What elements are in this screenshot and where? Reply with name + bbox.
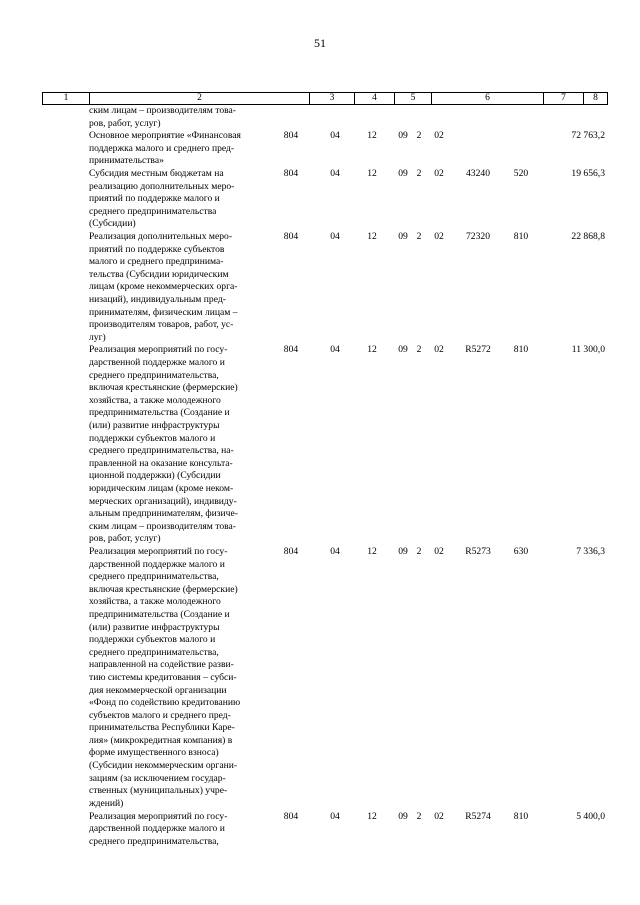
expense-type-code: 810 [513,344,529,356]
subprogram-code: 2 [416,344,422,356]
header-col-3: 3 [329,93,335,103]
subsection-code: 12 [367,167,377,179]
description-line: включая крестьянские (фермерские) [89,382,238,394]
description-line: производителям товаров, работ, ус- [89,319,234,331]
description-line: Реализация мероприятий по госу- [89,344,228,356]
description-line: предпринимательства (Создание и [89,407,230,419]
activity-code: 02 [434,130,444,142]
description-line: хозяйства, а также молодежного [89,596,221,608]
section-code: 04 [330,130,340,142]
description-line: принимателям, физическим лицам – [89,306,238,318]
activity-code: 02 [434,230,444,242]
description-line: лия» (микрокредитная компания) в [89,734,233,746]
expense-type-code: 810 [513,230,529,242]
program-code: 09 [398,344,408,356]
row-description [89,105,267,130]
description-line: (Субсидии) [89,218,136,230]
description-line: Реализация мероприятий по госу- [89,545,228,557]
program-code: 09 [398,130,408,142]
description-line: поддержка малого и среднего пред- [89,142,235,154]
description-line: приятий по поддержке малого и [89,193,220,205]
description-line: поддержки субъектов малого и [89,432,216,444]
header-col-8: 8 [593,93,598,103]
section-code: 04 [330,230,340,242]
table-row [0,105,640,130]
description-line: ским лицам – производителям това- [89,105,236,116]
direction-code: R5273 [465,545,491,557]
section-code: 04 [330,545,340,557]
amount: 72 763,2 [571,130,605,142]
amount: 19 656,3 [571,167,605,179]
row-description [89,168,267,231]
header-col-5: 5 [410,93,416,103]
expense-type-code: 810 [513,810,529,822]
description-line: (или) развитие инфраструктуры [89,621,220,633]
description-line: Реализация мероприятий по госу- [89,810,228,822]
description-line: ским лицам – производителям това- [89,520,236,532]
description-line: среднего предпринимательства, [89,571,219,583]
section-code: 04 [330,167,340,179]
direction-code: R5272 [465,344,491,356]
description-line: Реализация дополнительных меро- [89,230,233,242]
description-line: среднего предпринимательства [89,205,217,217]
program-code: 09 [398,230,408,242]
header-col-2: 2 [197,93,202,103]
description-line: тию системы кредитования – субси- [89,671,237,683]
description-line: дарственной поддержке малого и [89,356,225,368]
description-line: ственных (муниципальных) учре- [89,785,228,797]
description-line: хозяйства, а также молодежного [89,394,221,406]
activity-code: 02 [434,545,444,557]
row-description [89,546,267,810]
table-row [0,344,640,546]
table-body [0,105,640,848]
header-col-4: 4 [372,93,377,103]
amount: 22 868,8 [571,230,605,242]
subsection-code: 12 [367,810,377,822]
ministry-code: 804 [283,230,299,242]
description-line: ров, работ, услуг) [89,117,161,129]
table-row [0,546,640,811]
table-header [42,92,608,105]
row-description [89,130,267,168]
header-col-1: 1 [63,93,69,103]
description-line: субъектов малого и среднего пред- [89,709,231,721]
subsection-code: 12 [367,130,377,142]
header-col-6: 6 [485,93,490,103]
description-line: среднего предпринимательства, на- [89,445,234,457]
subprogram-code: 2 [416,545,422,557]
page-number: 51 [314,36,326,50]
amount: 5 400,0 [576,810,605,822]
direction-code: R5274 [465,810,491,822]
table-row [0,811,640,849]
activity-code: 02 [434,167,444,179]
section-code: 04 [330,810,340,822]
amount: 7 336,3 [576,545,605,557]
description-line: приятий по поддержке субъектов [89,243,225,255]
description-line: мерческих организаций), индивиду- [89,495,237,507]
description-line: тельства (Субсидии юридическим [89,268,229,280]
program-code: 09 [398,545,408,557]
description-line: низаций), индивидуальным пред- [89,293,226,305]
subsection-code: 12 [367,545,377,557]
expense-type-code: 630 [513,545,529,557]
description-line: дарственной поддержке малого и [89,823,225,835]
subprogram-code: 2 [416,167,422,179]
description-line: среднего предпринимательства, [89,835,219,847]
description-line: ров, работ, услуг) [89,533,161,545]
amount: 11 300,0 [571,344,605,356]
description-line: включая крестьянские (фермерские) [89,583,238,595]
header-col-7: 7 [561,93,566,103]
description-line: предпринимательства (Создание и [89,608,230,620]
description-line: среднего предпринимательства, [89,646,219,658]
table-row [0,130,640,168]
subprogram-code: 2 [416,230,422,242]
description-line: принимательства» [89,155,164,167]
description-line: ждений) [89,797,124,809]
description-line: поддержки субъектов малого и [89,634,216,646]
activity-code: 02 [434,344,444,356]
subsection-code: 12 [367,230,377,242]
description-line: альным предпринимателям, физиче- [89,508,238,520]
description-line: Основное мероприятие «Финансовая [89,130,241,142]
ministry-code: 804 [283,545,299,557]
description-line: среднего предпринимательства, [89,369,219,381]
row-description [89,231,267,344]
ministry-code: 804 [283,130,299,142]
row-description [89,344,267,546]
description-line: форме имущественного взноса) [89,747,219,759]
ministry-code: 804 [283,344,299,356]
description-line: Субсидия местным бюджетам на [89,167,224,179]
ministry-code: 804 [283,167,299,179]
subprogram-code: 2 [416,810,422,822]
description-line: (или) развитие инфраструктуры [89,419,220,431]
description-line: правленной на оказание консульта- [89,457,233,469]
description-line: дия некоммерческой организации [89,684,227,696]
activity-code: 02 [434,810,444,822]
description-line: дарственной поддержке малого и [89,558,225,570]
description-line: луг) [89,331,106,343]
description-line: малого и среднего предпринима- [89,256,224,268]
table-row [0,168,640,231]
description-line: зациям (за исключением государ- [89,772,226,784]
program-code: 09 [398,810,408,822]
direction-code: 72320 [466,230,490,242]
program-code: 09 [398,167,408,179]
description-line: (Субсидии некоммерческим органи- [89,760,238,772]
direction-code: 43240 [466,167,490,179]
ministry-code: 804 [283,810,299,822]
description-line: принимательства Республики Каре- [89,722,235,734]
description-line: «Фонд по содействию кредитованию [89,697,241,709]
description-line: реализацию дополнительных меро- [89,180,235,192]
description-line: ционной поддержки) (Субсидии [89,470,221,482]
section-code: 04 [330,344,340,356]
description-line: юридическим лицам (кроме неком- [89,482,234,494]
description-line: направленной на содействие разви- [89,659,234,671]
row-description [89,811,267,849]
description-line: лицам (кроме некоммерческих орга- [89,281,238,293]
expense-type-code: 520 [513,167,529,179]
table-row [0,231,640,344]
subsection-code: 12 [367,344,377,356]
subprogram-code: 2 [416,130,422,142]
